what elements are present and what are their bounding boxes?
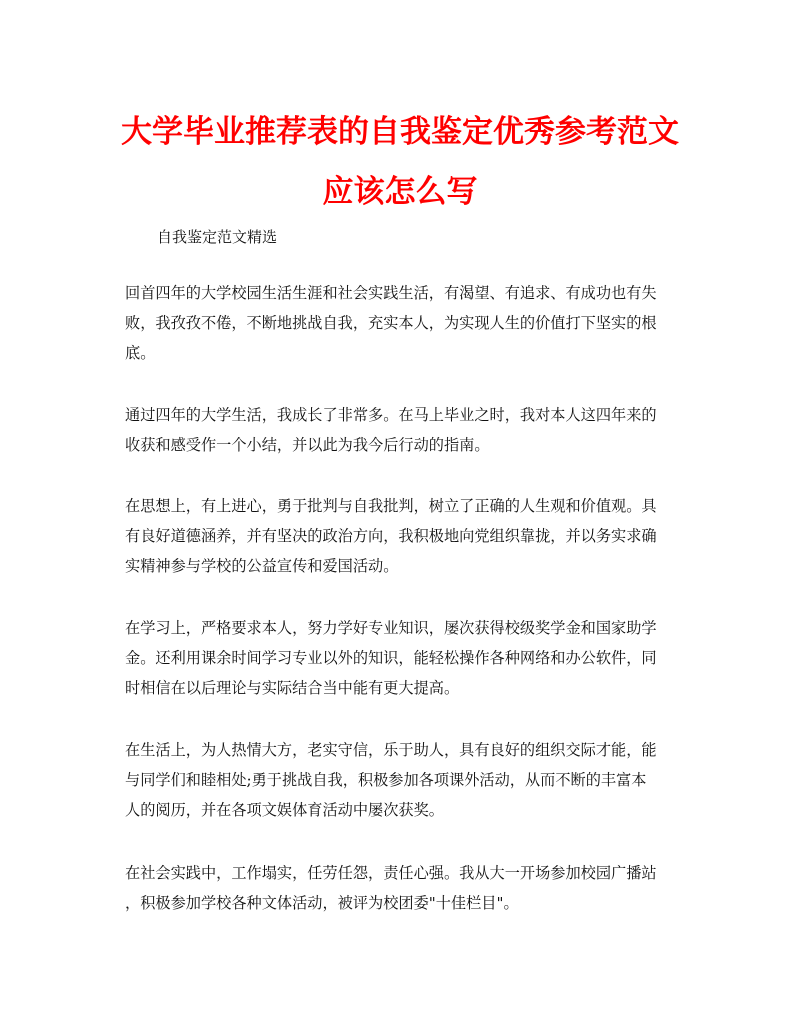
paragraph-line: 人的阅历，并在各项文娱体育活动中屡次获奖。	[125, 801, 444, 819]
paragraph-life	[125, 735, 685, 825]
paragraph-line: 回首四年的大学校园生活生涯和社会实践生活，有渴望、有追求、有成功也有失	[125, 284, 657, 302]
paragraph-line: 通过四年的大学生活，我成长了非常多。在马上毕业之时，我对本人这四年来的	[125, 406, 657, 424]
paragraph-line: 有良好道德涵养，并有坚决的政治方向，我积极地向党组织靠拢，并以务实求确	[125, 527, 657, 545]
document-subtitle: 自我鉴定范文精选	[157, 228, 278, 246]
paragraph-line: 收获和感受作一个小结，并以此为我今后行动的指南。	[125, 436, 490, 454]
paragraph-summary	[125, 400, 685, 460]
paragraph-line: 金。还利用课余时间学习专业以外的知识，能轻松操作各种网络和办公软件，同	[125, 649, 657, 667]
paragraph-line: 底。	[125, 344, 156, 362]
paragraph-line: 时相信在以后理论与实际结合当中能有更大提高。	[125, 679, 460, 697]
paragraph-line: 在生活上，为人热情大方，老实守信，乐于助人，具有良好的组织交际才能，能	[125, 741, 657, 759]
document-title-line-1: 大学毕业推荐表的自我鉴定优秀参考范文	[121, 114, 679, 150]
paragraph-study	[125, 613, 685, 703]
paragraph-line: 与同学们和睦相处;勇于挑战自我，积极参加各项课外活动，从而不断的丰富本	[125, 771, 647, 789]
paragraph-social-practice	[125, 858, 685, 918]
paragraph-line: 在思想上，有上进心，勇于批判与自我批判，树立了正确的人生观和价值观。具	[125, 497, 657, 515]
paragraph-line: 在社会实践中，工作塌实，任劳任怨，责任心强。我从大一开场参加校园广播站	[125, 864, 657, 882]
paragraph-line: 败，我孜孜不倦，不断地挑战自我，充实本人，为实现人生的价值打下坚实的根	[125, 314, 657, 332]
paragraph-line: ，积极参加学校各种文体活动，被评为校团委"十佳栏目"。	[125, 894, 519, 912]
document-title-line-2: 应该怎么写	[322, 174, 478, 210]
paragraph-reflection	[125, 278, 685, 368]
paragraph-line: 在学习上，严格要求本人，努力学好专业知识，屡次获得校级奖学金和国家助学	[125, 619, 657, 637]
paragraph-line: 实精神参与学校的公益宣传和爱国活动。	[125, 557, 399, 575]
paragraph-ideology	[125, 491, 685, 581]
